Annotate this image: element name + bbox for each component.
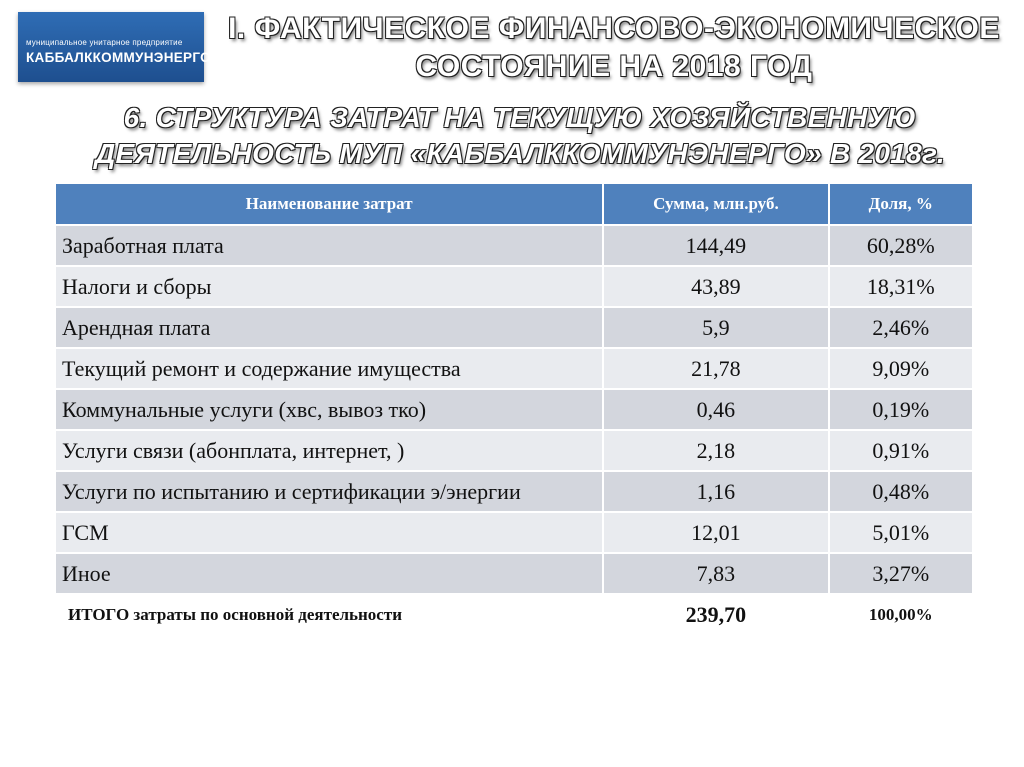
table-row (55, 348, 973, 389)
logo-name: КАББАЛККОММУНЭНЕРГО (26, 50, 211, 65)
cost-sum: 7,83 (603, 553, 828, 594)
cost-structure-table (54, 182, 974, 637)
total-sum: 239,70 (603, 594, 828, 636)
cost-name: Текущий ремонт и содержание имущества (55, 348, 603, 389)
total-share: 100,00% (829, 594, 973, 636)
cost-name: Услуги по испытанию и сертификации э/энергии (55, 471, 603, 512)
cost-name: Заработная плата (55, 225, 603, 266)
table-row (55, 389, 973, 430)
cost-sum: 21,78 (603, 348, 828, 389)
cost-sum: 2,18 (603, 430, 828, 471)
cost-share: 3,27% (829, 553, 973, 594)
table-row (55, 307, 973, 348)
cost-name: Иное (55, 553, 603, 594)
cost-sum: 43,89 (603, 266, 828, 307)
company-logo (18, 12, 211, 82)
cost-share: 5,01% (829, 512, 973, 553)
cost-share: 0,48% (829, 471, 973, 512)
cost-share: 18,31% (829, 266, 973, 307)
table-header-row (55, 183, 973, 225)
slide-title (214, 10, 1014, 86)
cost-name: ГСМ (55, 512, 603, 553)
cost-name: Услуги связи (абонплата, интернет, ) (55, 430, 603, 471)
table-row (55, 430, 973, 471)
slide-title-line2: СОСТОЯНИЕ НА 2018 ГОД (415, 50, 813, 83)
cost-share: 9,09% (829, 348, 973, 389)
header-sum: Сумма, млн.руб. (603, 183, 828, 225)
slide-subtitle (60, 100, 980, 172)
slide-title-line1: I. ФАКТИЧЕСКОЕ ФИНАНСОВО-ЭКОНОМИЧЕСКОЕ (228, 12, 1000, 45)
slide-subtitle-line2: ДЕЯТЕЛЬНОСТЬ МУП «КАББАЛККОММУНЭНЕРГО» В 2018г. (95, 138, 945, 169)
table-row (55, 512, 973, 553)
table-row (55, 225, 973, 266)
cost-sum: 1,16 (603, 471, 828, 512)
cost-share: 0,91% (829, 430, 973, 471)
cost-share: 60,28% (829, 225, 973, 266)
cost-sum: 12,01 (603, 512, 828, 553)
header-share: Доля, % (829, 183, 973, 225)
cost-sum: 0,46 (603, 389, 828, 430)
total-name: ИТОГО затраты по основной деятельности (55, 594, 603, 636)
logo-subtitle: муниципальное унитарное предприятие (26, 38, 183, 47)
cost-name: Налоги и сборы (55, 266, 603, 307)
table-row (55, 471, 973, 512)
table-row (55, 266, 973, 307)
table-total-row (55, 594, 973, 636)
cost-name: Коммунальные услуги (хвс, вывоз тко) (55, 389, 603, 430)
cost-share: 2,46% (829, 307, 973, 348)
cost-sum: 144,49 (603, 225, 828, 266)
header-cost-name: Наименование затрат (55, 183, 603, 225)
table-row (55, 553, 973, 594)
cost-name: Арендная плата (55, 307, 603, 348)
slide-subtitle-line1: 6. СТРУКТУРА ЗАТРАТ НА ТЕКУЩУЮ ХОЗЯЙСТВЕННУЮ (123, 102, 917, 133)
cost-sum: 5,9 (603, 307, 828, 348)
cost-share: 0,19% (829, 389, 973, 430)
